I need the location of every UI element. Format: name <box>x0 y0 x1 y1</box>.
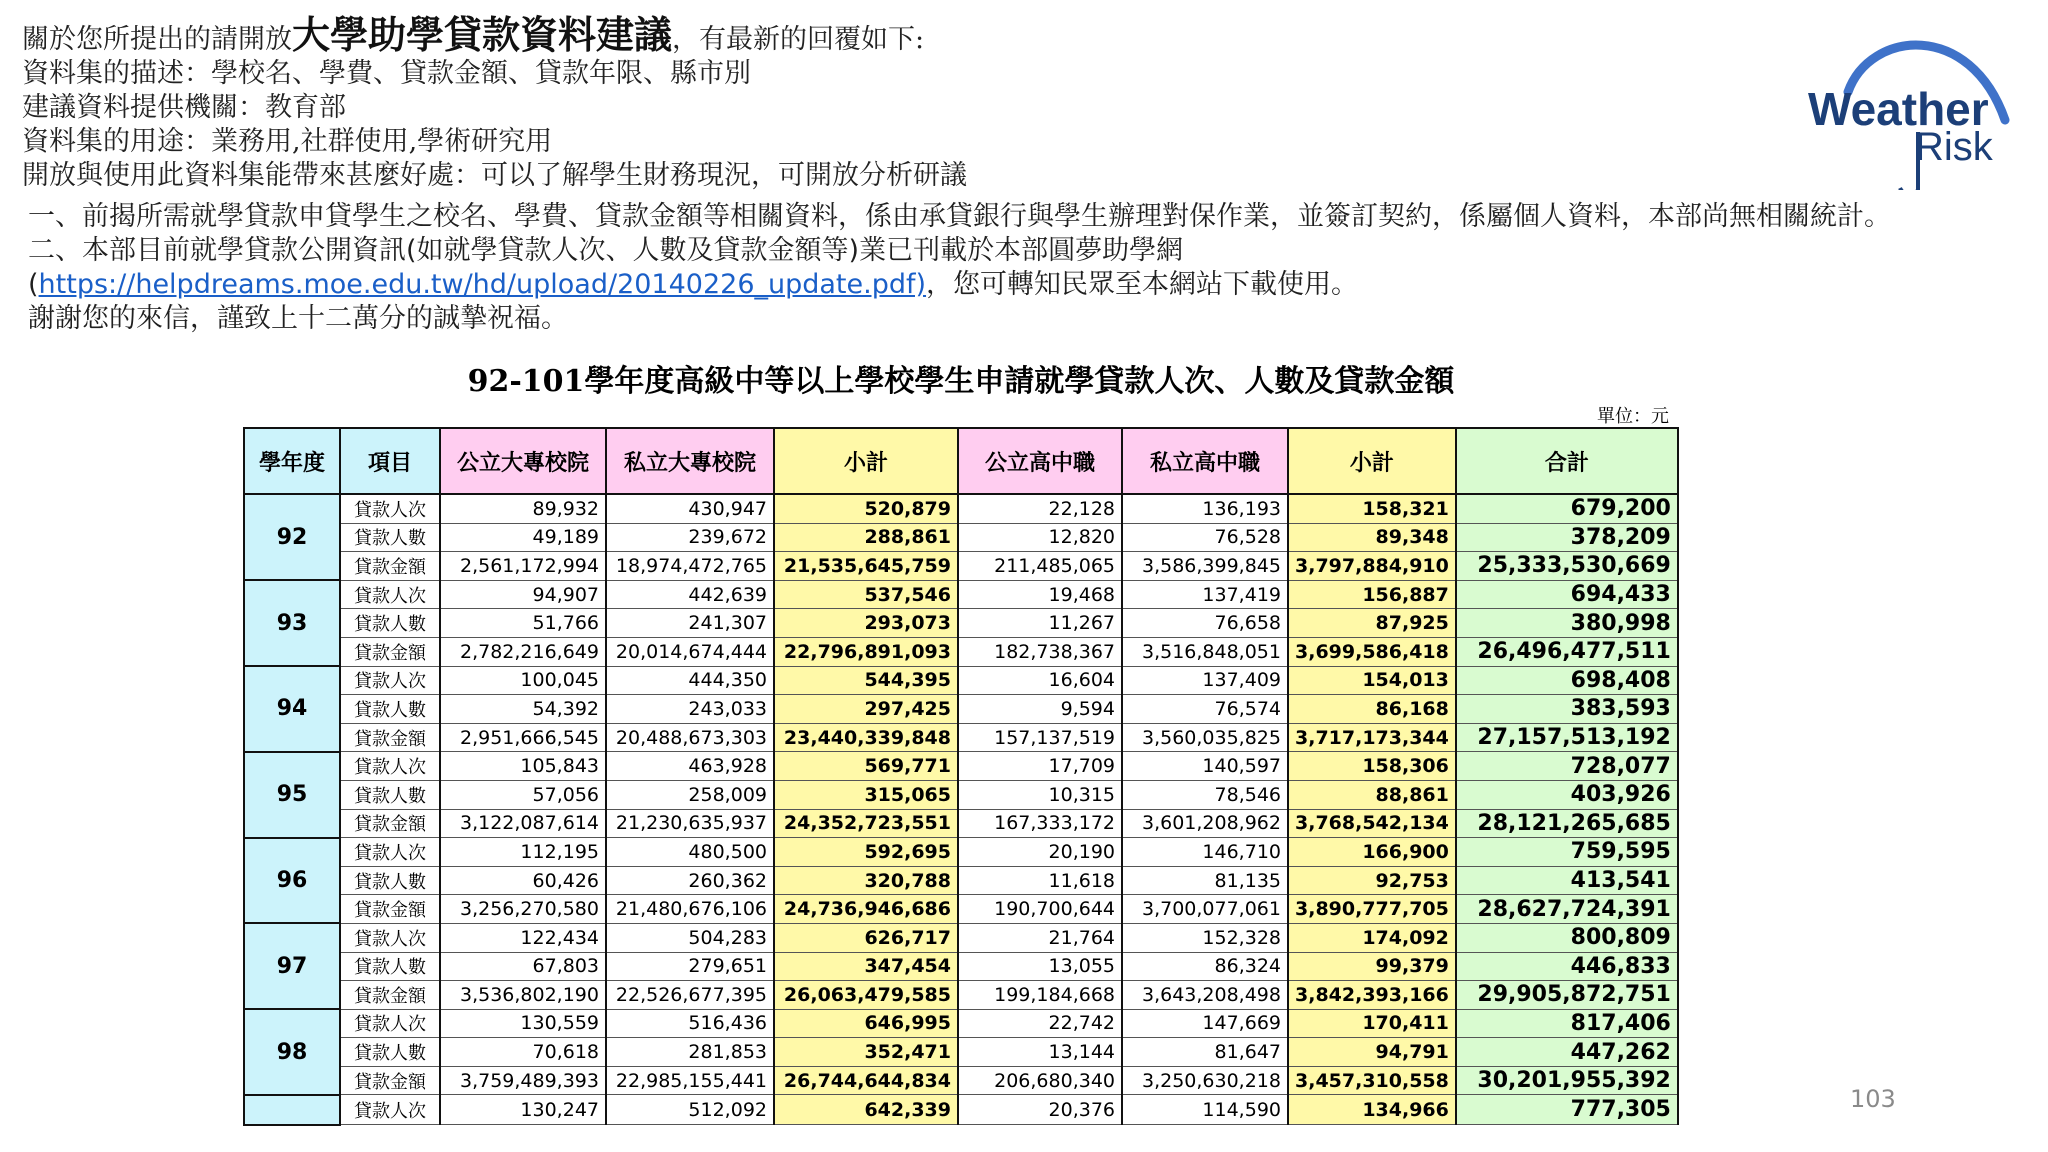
suggested-agency: 建議資料提供機關：教育部 <box>22 92 346 123</box>
value-cell: 211,485,065 <box>958 552 1122 581</box>
table-row <box>244 580 1678 609</box>
value-cell: 89,932 <box>440 494 606 523</box>
value-cell: 20,190 <box>958 838 1122 867</box>
value-cell: 3,643,208,498 <box>1122 981 1288 1010</box>
value-cell: 2,561,172,994 <box>440 552 606 581</box>
table-header-row <box>244 428 1678 494</box>
value-cell: 199,184,668 <box>958 981 1122 1010</box>
value-cell: 17,709 <box>958 752 1122 781</box>
value-cell: 157,137,519 <box>958 723 1122 752</box>
value-cell: 430,947 <box>606 494 774 523</box>
total-cell: 28,121,265,685 <box>1456 809 1678 838</box>
value-cell: 3,122,087,614 <box>440 809 606 838</box>
value-cell: 57,056 <box>440 780 606 809</box>
value-cell: 100,045 <box>440 666 606 695</box>
value-cell: 239,672 <box>606 523 774 552</box>
total-cell: 27,157,513,192 <box>1456 723 1678 752</box>
value-cell: 11,618 <box>958 866 1122 895</box>
value-cell: 206,680,340 <box>958 1066 1122 1095</box>
subtotal-cell: 174,092 <box>1288 923 1456 952</box>
value-cell: 9,594 <box>958 695 1122 724</box>
subtotal-cell: 626,717 <box>774 923 958 952</box>
table-row <box>244 1038 1678 1067</box>
weatherrisk-logo <box>1800 20 2020 190</box>
value-cell: 54,392 <box>440 695 606 724</box>
column-header: 小計 <box>1288 428 1456 494</box>
subtotal-cell: 24,736,946,686 <box>774 895 958 924</box>
svg-text:Risk: Risk <box>1915 125 1993 169</box>
table-row <box>244 752 1678 781</box>
total-cell: 728,077 <box>1456 752 1678 781</box>
table-body <box>244 494 1678 1125</box>
subtotal-cell: 94,791 <box>1288 1038 1456 1067</box>
value-cell: 137,409 <box>1122 666 1288 695</box>
table-row <box>244 923 1678 952</box>
subtotal-cell: 170,411 <box>1288 1009 1456 1038</box>
subtotal-cell: 86,168 <box>1288 695 1456 724</box>
value-cell: 18,974,472,765 <box>606 552 774 581</box>
reply-paragraph-1: 一、前揭所需就學貸款申貸學生之校名、學費、貸款金額等相關資料，係由承貸銀行與學生辦理對保作業，並簽訂契約，係屬個人資料，本部尚無相關統計。 <box>28 201 1891 232</box>
value-cell: 3,560,035,825 <box>1122 723 1288 752</box>
subtotal-cell: 293,073 <box>774 609 958 638</box>
table-row <box>244 1009 1678 1038</box>
total-cell: 26,496,477,511 <box>1456 637 1678 666</box>
school-year-cell: 95 <box>244 752 340 838</box>
subtotal-cell: 26,744,644,834 <box>774 1066 958 1095</box>
value-cell: 76,528 <box>1122 523 1288 552</box>
value-cell: 167,333,172 <box>958 809 1122 838</box>
subtotal-cell: 26,063,479,585 <box>774 981 958 1010</box>
value-cell: 130,247 <box>440 1095 606 1125</box>
value-cell: 504,283 <box>606 923 774 952</box>
subtotal-cell: 23,440,339,848 <box>774 723 958 752</box>
total-cell: 777,305 <box>1456 1095 1678 1125</box>
value-cell: 78,546 <box>1122 780 1288 809</box>
link-open-paren: ( <box>28 269 39 300</box>
table-row <box>244 523 1678 552</box>
subtotal-cell: 3,457,310,558 <box>1288 1066 1456 1095</box>
value-cell: 94,907 <box>440 580 606 609</box>
table-row <box>244 637 1678 666</box>
value-cell: 22,128 <box>958 494 1122 523</box>
total-cell: 759,595 <box>1456 838 1678 867</box>
value-cell: 16,604 <box>958 666 1122 695</box>
value-cell: 130,559 <box>440 1009 606 1038</box>
subtotal-cell: 592,695 <box>774 838 958 867</box>
value-cell: 516,436 <box>606 1009 774 1038</box>
value-cell: 21,480,676,106 <box>606 895 774 924</box>
subtotal-cell: 642,339 <box>774 1095 958 1125</box>
item-cell: 貸款金額 <box>340 809 440 838</box>
table-row <box>244 981 1678 1010</box>
value-cell: 76,574 <box>1122 695 1288 724</box>
total-cell: 25,333,530,669 <box>1456 552 1678 581</box>
total-cell: 447,262 <box>1456 1038 1678 1067</box>
value-cell: 22,985,155,441 <box>606 1066 774 1095</box>
table-row <box>244 809 1678 838</box>
total-cell: 800,809 <box>1456 923 1678 952</box>
item-cell: 貸款金額 <box>340 981 440 1010</box>
subtotal-cell: 134,966 <box>1288 1095 1456 1125</box>
subtotal-cell: 158,321 <box>1288 494 1456 523</box>
dataset-usage: 資料集的用途：業務用,社群使用,學術研究用 <box>22 126 553 157</box>
value-cell: 3,759,489,393 <box>440 1066 606 1095</box>
total-cell: 413,541 <box>1456 866 1678 895</box>
helpdreams-link[interactable]: https://helpdreams.moe.edu.tw/hd/upload/20140226_update.pdf) <box>38 269 927 300</box>
loan-statistics-table <box>243 427 1679 1126</box>
total-cell: 403,926 <box>1456 780 1678 809</box>
value-cell: 86,324 <box>1122 952 1288 981</box>
item-cell: 貸款金額 <box>340 723 440 752</box>
subtotal-cell: 3,842,393,166 <box>1288 981 1456 1010</box>
subtotal-cell: 154,013 <box>1288 666 1456 695</box>
item-cell: 貸款人數 <box>340 523 440 552</box>
reply-paragraph-2-line-2 <box>28 268 1908 302</box>
total-cell: 28,627,724,391 <box>1456 895 1678 924</box>
item-cell: 貸款人次 <box>340 1095 440 1125</box>
svg-text:Weather: Weather <box>1808 83 1989 135</box>
subtotal-cell: 99,379 <box>1288 952 1456 981</box>
subtotal-cell: 3,717,173,344 <box>1288 723 1456 752</box>
total-cell: 383,593 <box>1456 695 1678 724</box>
dataset-benefit: 開放與使用此資料集能帶來甚麼好處：可以了解學生財務現況，可開放分析研議 <box>22 160 967 191</box>
table-row <box>244 866 1678 895</box>
value-cell: 137,419 <box>1122 580 1288 609</box>
subtotal-cell: 315,065 <box>774 780 958 809</box>
page-number: 103 <box>1850 1085 1896 1113</box>
subtotal-cell: 166,900 <box>1288 838 1456 867</box>
column-header: 公立大專校院 <box>440 428 606 494</box>
item-cell: 貸款人次 <box>340 494 440 523</box>
value-cell: 22,742 <box>958 1009 1122 1038</box>
loan-statistics-figure <box>243 362 1679 1152</box>
value-cell: 13,055 <box>958 952 1122 981</box>
value-cell: 20,376 <box>958 1095 1122 1125</box>
request-heading <box>22 12 1202 57</box>
value-cell: 21,230,635,937 <box>606 809 774 838</box>
value-cell: 13,144 <box>958 1038 1122 1067</box>
item-cell: 貸款金額 <box>340 1066 440 1095</box>
subtotal-cell: 3,890,777,705 <box>1288 895 1456 924</box>
total-cell: 817,406 <box>1456 1009 1678 1038</box>
school-year-cell: 94 <box>244 666 340 752</box>
value-cell: 190,700,644 <box>958 895 1122 924</box>
value-cell: 3,516,848,051 <box>1122 637 1288 666</box>
value-cell: 3,536,802,190 <box>440 981 606 1010</box>
total-cell: 694,433 <box>1456 580 1678 609</box>
column-header: 學年度 <box>244 428 340 494</box>
reply-paragraph-2-line-1: 二、本部目前就學貸款公開資訊(如就學貸款人次、人數及貸款金額等)業已刊載於本部圓夢助學網 <box>28 235 1184 266</box>
subtotal-cell: 21,535,645,759 <box>774 552 958 581</box>
value-cell: 60,426 <box>440 866 606 895</box>
heading-prefix: 關於您所提出的請開放 <box>22 24 292 55</box>
item-cell: 貸款金額 <box>340 637 440 666</box>
request-summary <box>22 12 1202 193</box>
table-row <box>244 666 1678 695</box>
value-cell: 70,618 <box>440 1038 606 1067</box>
table-row <box>244 695 1678 724</box>
value-cell: 260,362 <box>606 866 774 895</box>
column-header: 合計 <box>1456 428 1678 494</box>
value-cell: 49,189 <box>440 523 606 552</box>
value-cell: 243,033 <box>606 695 774 724</box>
school-year-cell <box>244 1095 340 1125</box>
subtotal-cell: 352,471 <box>774 1038 958 1067</box>
table-row <box>244 952 1678 981</box>
item-cell: 貸款人次 <box>340 580 440 609</box>
total-cell: 29,905,872,751 <box>1456 981 1678 1010</box>
column-header: 私立高中職 <box>1122 428 1288 494</box>
value-cell: 444,350 <box>606 666 774 695</box>
value-cell: 146,710 <box>1122 838 1288 867</box>
item-cell: 貸款人數 <box>340 609 440 638</box>
subtotal-cell: 156,887 <box>1288 580 1456 609</box>
value-cell: 19,468 <box>958 580 1122 609</box>
value-cell: 3,601,208,962 <box>1122 809 1288 838</box>
value-cell: 442,639 <box>606 580 774 609</box>
value-cell: 152,328 <box>1122 923 1288 952</box>
column-header: 公立高中職 <box>958 428 1122 494</box>
dataset-description: 資料集的描述：學校名、學費、貸款金額、貸款年限、縣市別 <box>22 58 751 89</box>
value-cell: 258,009 <box>606 780 774 809</box>
value-cell: 81,135 <box>1122 866 1288 895</box>
table-row <box>244 552 1678 581</box>
table-unit: 單位：元 <box>1597 406 1669 427</box>
subtotal-cell: 544,395 <box>774 666 958 695</box>
value-cell: 3,586,399,845 <box>1122 552 1288 581</box>
value-cell: 22,526,677,395 <box>606 981 774 1010</box>
value-cell: 480,500 <box>606 838 774 867</box>
table-row <box>244 609 1678 638</box>
subtotal-cell: 569,771 <box>774 752 958 781</box>
item-cell: 貸款人次 <box>340 1009 440 1038</box>
value-cell: 105,843 <box>440 752 606 781</box>
subtotal-cell: 88,861 <box>1288 780 1456 809</box>
value-cell: 10,315 <box>958 780 1122 809</box>
subtotal-cell: 347,454 <box>774 952 958 981</box>
value-cell: 3,250,630,218 <box>1122 1066 1288 1095</box>
table-row <box>244 895 1678 924</box>
value-cell: 67,803 <box>440 952 606 981</box>
table-row <box>244 1095 1678 1125</box>
value-cell: 512,092 <box>606 1095 774 1125</box>
item-cell: 貸款人數 <box>340 952 440 981</box>
agency-reply <box>28 200 1908 336</box>
value-cell: 3,700,077,061 <box>1122 895 1288 924</box>
subtotal-cell: 3,797,884,910 <box>1288 552 1456 581</box>
value-cell: 112,195 <box>440 838 606 867</box>
item-cell: 貸款人次 <box>340 752 440 781</box>
subtotal-cell: 3,699,586,418 <box>1288 637 1456 666</box>
value-cell: 114,590 <box>1122 1095 1288 1125</box>
subtotal-cell: 288,861 <box>774 523 958 552</box>
subtotal-cell: 89,348 <box>1288 523 1456 552</box>
subtotal-cell: 537,546 <box>774 580 958 609</box>
subtotal-cell: 24,352,723,551 <box>774 809 958 838</box>
reply-link-tail: ，您可轉知民眾至本網站下載使用。 <box>926 269 1359 300</box>
table-row <box>244 494 1678 523</box>
value-cell: 21,764 <box>958 923 1122 952</box>
value-cell: 51,766 <box>440 609 606 638</box>
subtotal-cell: 646,995 <box>774 1009 958 1038</box>
table-row <box>244 838 1678 867</box>
subtotal-cell: 3,768,542,134 <box>1288 809 1456 838</box>
table-row <box>244 780 1678 809</box>
heading-suffix: ，有最新的回覆如下: <box>672 24 925 55</box>
item-cell: 貸款人數 <box>340 1038 440 1067</box>
value-cell: 2,782,216,649 <box>440 637 606 666</box>
value-cell: 20,488,673,303 <box>606 723 774 752</box>
total-cell: 378,209 <box>1456 523 1678 552</box>
subtotal-cell: 92,753 <box>1288 866 1456 895</box>
column-header: 小計 <box>774 428 958 494</box>
item-cell: 貸款人次 <box>340 838 440 867</box>
value-cell: 281,853 <box>606 1038 774 1067</box>
item-cell: 貸款人數 <box>340 780 440 809</box>
total-cell: 679,200 <box>1456 494 1678 523</box>
value-cell: 20,014,674,444 <box>606 637 774 666</box>
value-cell: 140,597 <box>1122 752 1288 781</box>
item-cell: 貸款人數 <box>340 866 440 895</box>
value-cell: 76,658 <box>1122 609 1288 638</box>
school-year-cell: 92 <box>244 494 340 580</box>
total-cell: 698,408 <box>1456 666 1678 695</box>
school-year-cell: 97 <box>244 923 340 1009</box>
value-cell: 279,651 <box>606 952 774 981</box>
subtotal-cell: 320,788 <box>774 866 958 895</box>
total-cell: 30,201,955,392 <box>1456 1066 1678 1095</box>
reply-closing: 謝謝您的來信，謹致上十二萬分的誠摯祝福。 <box>28 303 568 334</box>
value-cell: 3,256,270,580 <box>440 895 606 924</box>
subtotal-cell: 520,879 <box>774 494 958 523</box>
item-cell: 貸款金額 <box>340 895 440 924</box>
table-row <box>244 1066 1678 1095</box>
column-header: 私立大專校院 <box>606 428 774 494</box>
item-cell: 貸款人次 <box>340 666 440 695</box>
item-cell: 貸款人數 <box>340 695 440 724</box>
value-cell: 136,193 <box>1122 494 1288 523</box>
school-year-cell: 93 <box>244 580 340 666</box>
value-cell: 12,820 <box>958 523 1122 552</box>
value-cell: 2,951,666,545 <box>440 723 606 752</box>
column-header: 項目 <box>340 428 440 494</box>
item-cell: 貸款人次 <box>340 923 440 952</box>
total-cell: 380,998 <box>1456 609 1678 638</box>
table-row <box>244 723 1678 752</box>
request-title: 大學助學貸款資料建議 <box>292 12 673 57</box>
value-cell: 463,928 <box>606 752 774 781</box>
value-cell: 241,307 <box>606 609 774 638</box>
subtotal-cell: 158,306 <box>1288 752 1456 781</box>
subtotal-cell: 87,925 <box>1288 609 1456 638</box>
school-year-cell: 98 <box>244 1009 340 1095</box>
value-cell: 11,267 <box>958 609 1122 638</box>
school-year-cell: 96 <box>244 838 340 924</box>
value-cell: 147,669 <box>1122 1009 1288 1038</box>
subtotal-cell: 22,796,891,093 <box>774 637 958 666</box>
value-cell: 81,647 <box>1122 1038 1288 1067</box>
value-cell: 182,738,367 <box>958 637 1122 666</box>
total-cell: 446,833 <box>1456 952 1678 981</box>
value-cell: 122,434 <box>440 923 606 952</box>
table-title: 92-101學年度高級中等以上學校學生申請就學貸款人次、人數及貸款金額 <box>467 364 1455 399</box>
subtotal-cell: 297,425 <box>774 695 958 724</box>
item-cell: 貸款金額 <box>340 552 440 581</box>
